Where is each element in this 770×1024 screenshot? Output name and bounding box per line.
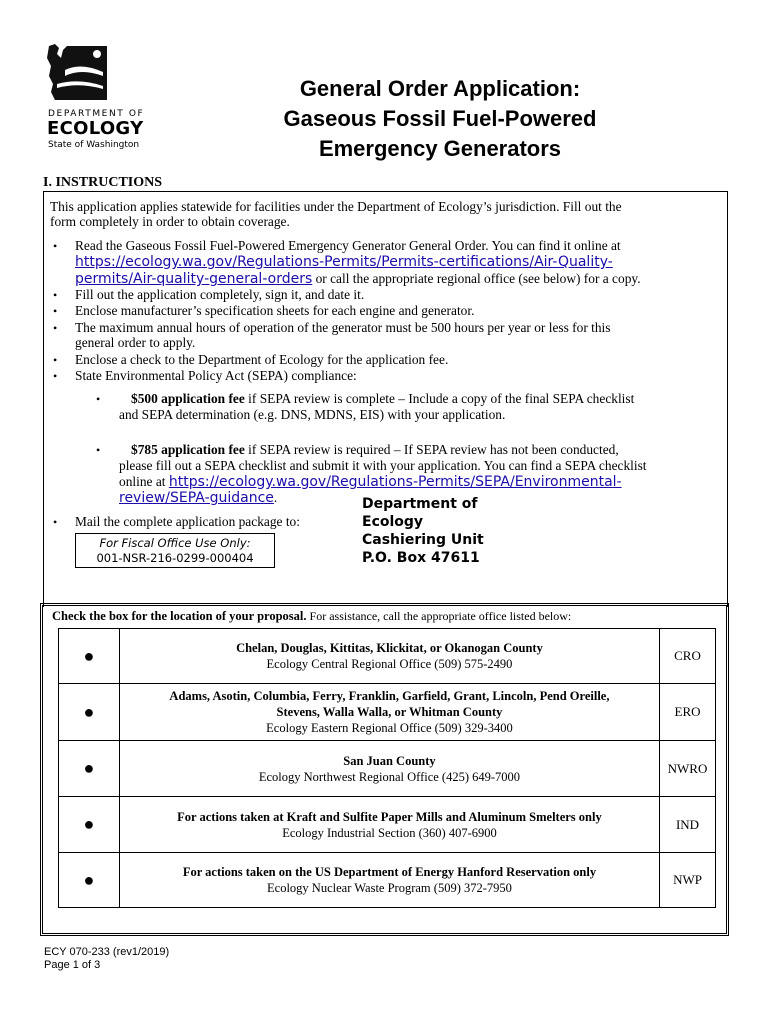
address-line-3: Cashiering Unit	[362, 532, 484, 548]
section-heading: I. INSTRUCTIONS	[43, 175, 163, 190]
location-code: CRO	[660, 629, 716, 684]
bullet-fill-out: Fill out the application completely, sign it, and date it.	[75, 287, 365, 302]
fiscal-label: For Fiscal Office Use Only:	[99, 536, 251, 550]
order-link-tail: or call the appropriate regional office (see below) for a copy.	[312, 271, 641, 286]
sepa-complete-line-1	[131, 391, 634, 407]
location-code: NWRO	[660, 741, 716, 797]
bullet-icon: •	[53, 369, 58, 383]
location-office: Ecology Industrial Section (360) 407-6900	[282, 825, 497, 840]
bullet-enclose-specs: Enclose manufacturer’s specification sheets for each engine and generator.	[75, 303, 475, 318]
fiscal-office-box	[75, 533, 275, 568]
sub-bullet-icon: •	[96, 443, 101, 457]
location-row-ind	[59, 797, 716, 853]
location-office: Ecology Central Regional Office (509) 575-2490	[266, 657, 513, 671]
intro-line-2: form completely in order to obtain coverage.	[50, 214, 290, 229]
location-table	[58, 628, 716, 908]
logo-ecology-text: ECOLOGY	[47, 118, 144, 139]
mailing-address	[362, 495, 484, 567]
location-description	[119, 684, 659, 741]
location-office: Ecology Eastern Regional Office (509) 329-3400	[266, 721, 513, 735]
location-row-ero	[59, 684, 716, 741]
location-checkbox-cro[interactable]: ●	[59, 629, 120, 684]
location-row-nwro	[59, 741, 716, 797]
location-title: For actions taken on the US Department of Energy Hanford Reservation only	[182, 865, 597, 879]
location-description	[119, 797, 659, 853]
title-line-1: General Order Application:	[299, 76, 581, 101]
page-number: Page 1 of 3	[44, 959, 101, 971]
location-header-rest: For assistance, call the appropriate office listed below:	[306, 609, 572, 623]
bullet-max-hours-1: The maximum annual hours of operation of the generator must be 500 hours per year or less for this	[75, 320, 611, 335]
bullet-icon: •	[53, 304, 58, 318]
location-title: San Juan County	[343, 753, 436, 768]
address-line-4: P.O. Box 47611	[362, 550, 480, 566]
bullet-icon: •	[53, 321, 58, 335]
fee-785: $785 application fee	[131, 442, 245, 457]
address-line-1: Department of	[362, 496, 478, 512]
location-row-cro	[59, 629, 716, 684]
location-office: Ecology Nuclear Waste Program (509) 372-7950	[267, 881, 512, 895]
bullet-mail: Mail the complete application package to:	[75, 514, 300, 529]
logo-state-text: State of Washington	[48, 140, 140, 150]
location-code: IND	[660, 797, 716, 853]
bullet-enclose-check: Enclose a check to the Department of Ecology for the application fee.	[75, 352, 449, 367]
sub-bullet-icon: •	[96, 392, 101, 406]
form-number: ECY 070-233 (rev1/2019)	[44, 946, 170, 958]
location-checkbox-nwp[interactable]: ●	[59, 853, 120, 908]
sepa-link-period: .	[273, 490, 278, 505]
sepa-complete-text: if SEPA review is complete – Include a copy of the final SEPA checklist	[244, 391, 635, 406]
bullet-max-hours-2: general order to apply.	[75, 335, 196, 350]
location-code: NWP	[660, 853, 716, 908]
logo-department-text: DEPARTMENT OF	[48, 109, 145, 119]
sepa-required-line-2: please fill out a SEPA checklist and submit it with your application. You can find a SEPA checklist	[119, 458, 647, 473]
location-description	[119, 741, 659, 797]
location-office: Ecology Northwest Regional Office (425) 649-7000	[258, 769, 521, 784]
sepa-link-part-2[interactable]: review/SEPA-guidance	[119, 490, 274, 506]
location-header	[52, 609, 571, 624]
address-line-2: Ecology	[362, 514, 424, 530]
sepa-required-line-1	[131, 442, 619, 458]
location-checkbox-ero[interactable]: ●	[59, 684, 120, 741]
location-description	[119, 629, 659, 684]
order-link-part-1[interactable]: https://ecology.wa.gov/Regulations-Permits/Permits-certifications/Air-Quality-	[75, 254, 613, 270]
order-link-line-2	[75, 271, 641, 287]
bullet-icon: •	[53, 515, 58, 529]
location-checkbox-nwro[interactable]: ●	[59, 741, 120, 797]
sepa-required-line-3	[119, 474, 622, 490]
location-code: ERO	[660, 684, 716, 741]
page-footer	[44, 946, 169, 972]
sepa-complete-line-2: and SEPA determination (e.g. DNS, MDNS, EIS) with your application.	[119, 407, 506, 422]
online-at-text: online at	[119, 474, 169, 489]
sepa-required-text: if SEPA review is required – If SEPA review has not been conducted,	[244, 442, 619, 457]
location-header-bold: Check the box for the location of your proposal.	[52, 609, 307, 623]
sepa-link-part-1[interactable]: https://ecology.wa.gov/Regulations-Permits/SEPA/Environmental-	[168, 474, 622, 490]
ecology-logo	[45, 40, 145, 152]
page-title	[225, 74, 655, 164]
location-description	[119, 853, 659, 908]
location-title-2: Stevens, Walla Walla, or Whitman County	[276, 705, 503, 719]
order-link-line-1[interactable]	[75, 254, 613, 270]
title-line-3: Emergency Generators	[318, 136, 562, 161]
order-link-part-2[interactable]: permits/Air-quality-general-orders	[75, 271, 313, 287]
title-line-2: Gaseous Fossil Fuel-Powered	[283, 106, 597, 131]
location-checkbox-ind[interactable]: ●	[59, 797, 120, 853]
location-title: Chelan, Douglas, Kittitas, Klickitat, or Okanogan County	[236, 641, 543, 655]
location-row-nwp	[59, 853, 716, 908]
location-title: For actions taken at Kraft and Sulfite Paper Mills and Aluminum Smelters only	[177, 809, 602, 824]
bullet-icon: •	[53, 353, 58, 367]
bullet-icon: •	[53, 239, 58, 253]
bullet-icon: •	[53, 288, 58, 302]
sepa-required-line-4	[119, 490, 277, 506]
fiscal-code: 001-NSR-216-0299-000404	[96, 551, 254, 565]
fee-500: $500 application fee	[131, 391, 245, 406]
location-title: Adams, Asotin, Columbia, Ferry, Franklin, Garfield, Grant, Lincoln, Pend Oreille,	[169, 689, 610, 703]
bullet-read-order: Read the Gaseous Fossil Fuel-Powered Emergency Generator General Order. You can find it online at	[75, 238, 621, 253]
intro-line-1: This application applies statewide for facilities under the Department of Ecology’s jurisdiction. Fill out the	[50, 199, 622, 214]
washington-state-map-icon	[45, 40, 109, 104]
bullet-sepa: State Environmental Policy Act (SEPA) compliance:	[75, 368, 357, 383]
